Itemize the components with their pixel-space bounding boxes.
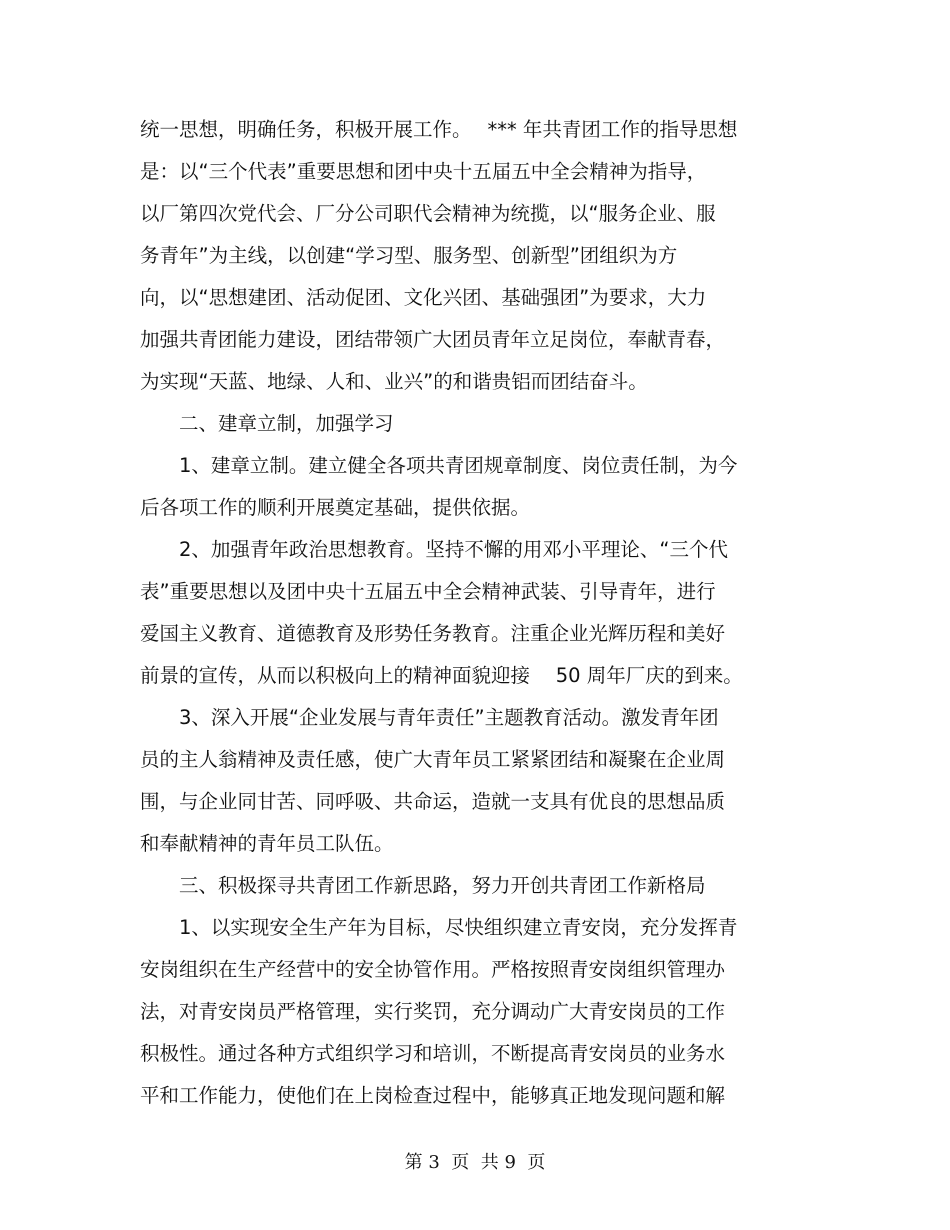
text-line: 加强共青团能力建设，团结带领广大团员青年立足岗位，奉献青春， <box>140 328 726 351</box>
text-line: 安岗组织在生产经营中的安全协管作用。严格按照青安岗组织管理办 <box>140 958 726 981</box>
text-line: 围，与企业同甘苦、同呼吸、共命运，造就一支具有优良的思想品质 <box>140 790 726 813</box>
text-line: 积极性。通过各种方式组织学习和培训，不断提高青安岗员的业务水 <box>140 1042 726 1065</box>
text-line: 以厂第四次党代会、厂分公司职代会精神为统揽，以“服务企业、服 <box>140 202 716 225</box>
text-line: 法，对青安岗员严格管理，实行奖罚，充分调动广大青安岗员的工作 <box>140 1000 726 1023</box>
text-line: 为实现“天蓝、地绿、人和、业兴”的和谐贵铝而团结奋斗。 <box>140 370 648 393</box>
text-line: 和奉献精神的青年员工队伍。 <box>140 832 394 855</box>
page-number-footer: 第 3 页 共 9 页 <box>404 1152 546 1173</box>
text-line: 爱国主义教育、道德教育及形势任务教育。注重企业光辉历程和美好 <box>140 622 726 645</box>
text-line: 后各项工作的顺利开展奠定基础，提供依据。 <box>140 496 531 519</box>
text-line: 1、建章立制。建立健全各项共青团规章制度、岗位责任制，为今 <box>140 454 738 477</box>
text-line: 3、深入开展“企业发展与青年责任”主题教育活动。激发青年团 <box>140 706 719 729</box>
section-heading: 二、建章立制，加强学习 <box>140 412 394 435</box>
text-line: 平和工作能力，使他们在上岗检查过程中，能够真正地发现问题和解 <box>140 1084 726 1107</box>
text-line: 务青年”为主线，以创建“学习型、服务型、创新型”团组织为方 <box>140 244 678 267</box>
section-heading: 三、积极探寻共青团工作新思路，努力开创共青团工作新格局 <box>140 874 706 897</box>
text-line: 是：以“三个代表”重要思想和团中央十五届五中全会精神为指导， <box>140 160 707 183</box>
text-line: 前景的宣传，从而以积极向上的精神面貌迎接 50 周年厂庆的到来。 <box>140 664 743 687</box>
text-line: 向，以“思想建团、活动促团、文化兴团、基础强团”为要求，大力 <box>140 286 707 309</box>
document-body <box>140 109 780 1117</box>
text-line: 1、以实现安全生产年为目标，尽快组织建立青安岗，充分发挥青 <box>140 916 738 939</box>
text-line: 员的主人翁精神及责任感，使广大青年员工紧紧团结和凝聚在企业周 <box>140 748 726 771</box>
text-line: 统一思想，明确任务，积极开展工作。 *** 年共青团工作的指导思想 <box>140 118 738 141</box>
text-line: 2、加强青年政治思想教育。坚持不懈的用邓小平理论、“三个代 <box>140 538 729 561</box>
text-line: 表”重要思想以及团中央十五届五中全会精神武装、引导青年，进行 <box>140 580 716 603</box>
